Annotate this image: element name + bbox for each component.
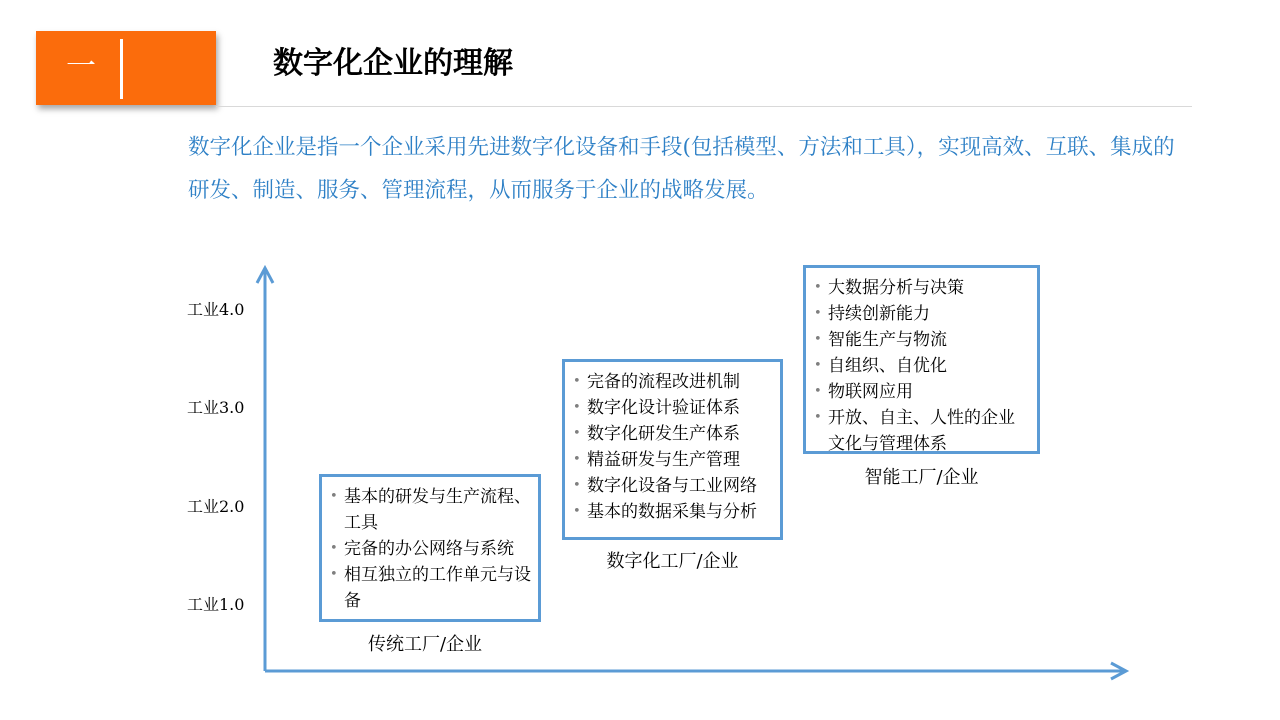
list-item: • 完备的流程改进机制 [573,369,774,395]
list-item: • 开放、自主、人性的企业文化与管理体系 [814,405,1031,457]
stage-caption: 传统工厂/企业 [367,634,483,655]
stage-caption: 数字化工厂/企业 [606,551,739,572]
section-number: 一 [66,49,96,84]
stage-box-traditional [319,474,541,622]
stage-box-digital [562,359,783,540]
level-label: 工业1.0 [187,595,245,614]
list-item: • 基本的数据采集与分析 [573,499,774,525]
list-item: • 完备的办公网络与系统 [330,536,532,562]
stage-box-smart [803,265,1040,454]
list-item: • 基本的研发与生产流程、工具 [330,484,532,536]
list-item: • 数字化设备与工业网络 [573,473,774,499]
level-label: 工业4.0 [187,300,245,319]
level-label: 工业3.0 [187,398,245,417]
list-item: • 持续创新能力 [814,301,1031,327]
list-item: • 自组织、自优化 [814,353,1031,379]
stage-caption: 智能工厂/企业 [864,467,979,488]
list-item: • 大数据分析与决策 [814,275,1031,301]
level-label: 工业2.0 [187,497,245,516]
list-item: • 精益研发与生产管理 [573,447,774,473]
list-item: • 数字化设计验证体系 [573,395,774,421]
list-item: • 数字化研发生产体系 [573,421,774,447]
list-item: • 相互独立的工作单元与设备 [330,562,532,614]
page-title: 数字化企业的理解 [273,46,513,81]
list-item: • 物联网应用 [814,379,1031,405]
intro-paragraph: 数字化企业是指一个企业采用先进数字化设备和手段(包括模型、方法和工具），实现高效、互联、集成的研发、制造、服务、管理流程，从而服务于企业的战略发展。 [188,135,1175,203]
list-item: • 智能生产与物流 [814,327,1031,353]
